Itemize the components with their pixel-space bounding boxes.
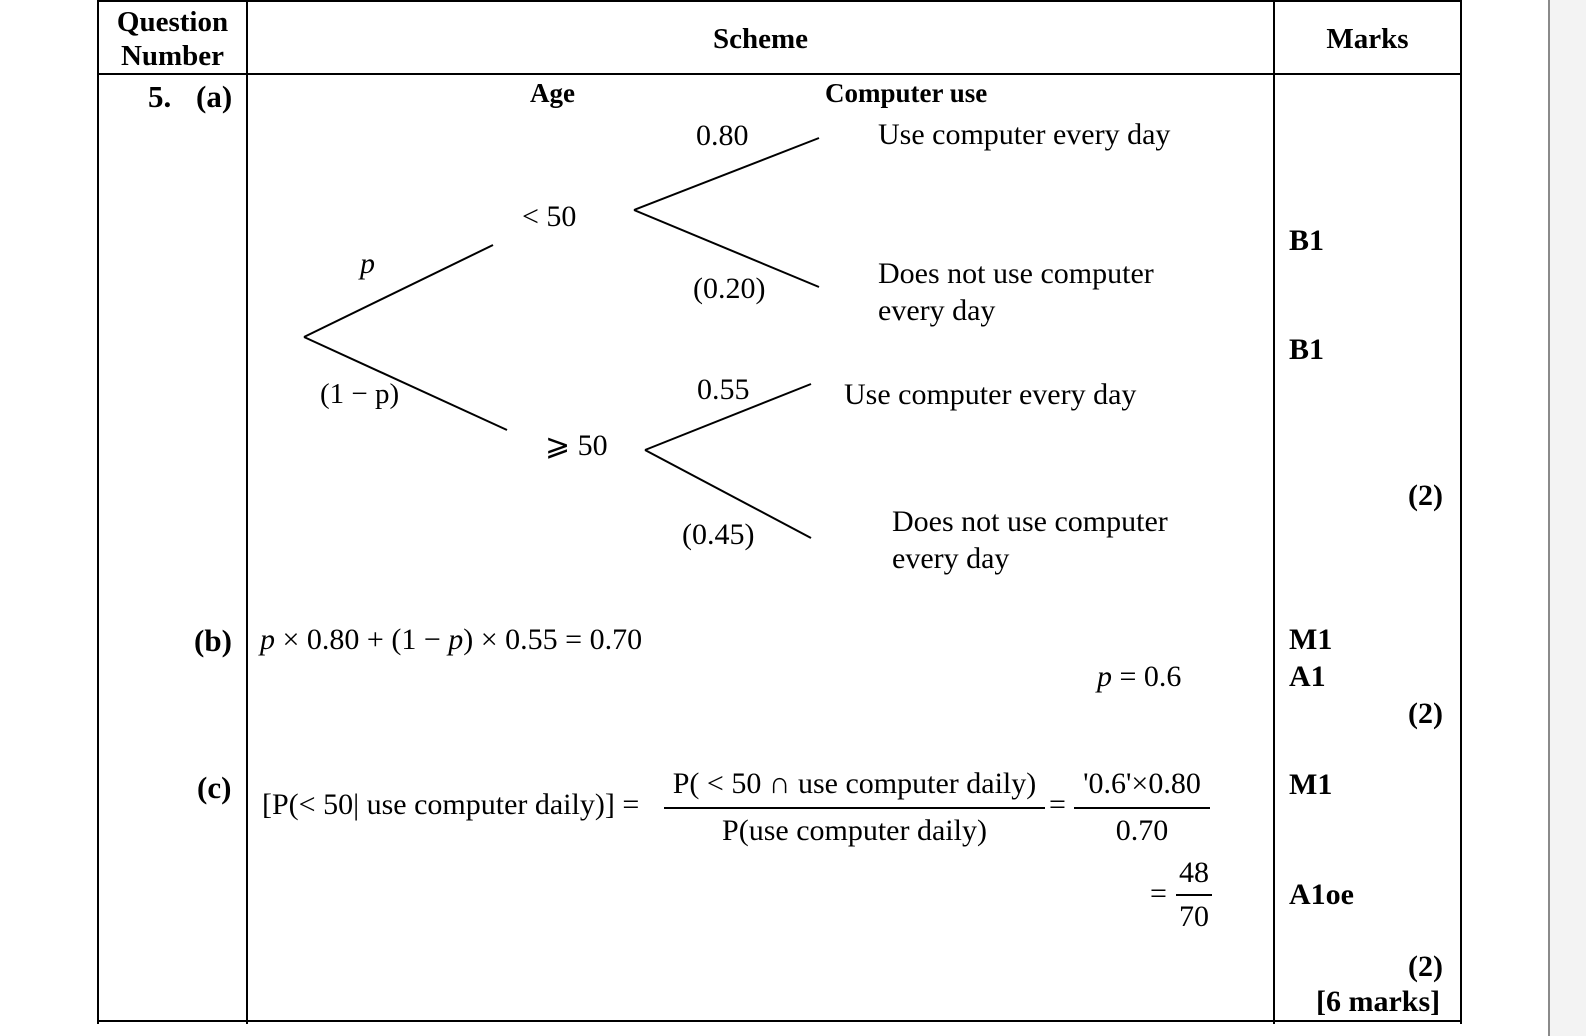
question-number: 5. xyxy=(148,79,172,114)
result-value: = 0.6 xyxy=(1112,660,1182,693)
outcome-not-ge50-line1: Does not use computer xyxy=(892,505,1168,538)
mark-b-total: (2) xyxy=(1408,697,1443,730)
mark-b-a1: A1 xyxy=(1289,660,1326,693)
equation-end: ) × 0.55 = 0.70 xyxy=(463,623,643,656)
frac2-bar xyxy=(1074,807,1210,809)
outcome-not-lt50-line2: every day xyxy=(878,294,996,327)
frac1-denominator: P(use computer daily) xyxy=(722,814,987,847)
outcome-use-lt50: Use computer every day xyxy=(878,118,1171,151)
tree-heading-age: Age xyxy=(530,78,575,108)
equation-middle: × 0.80 + (1 − xyxy=(275,623,449,656)
question-total-marks: [6 marks] xyxy=(1316,985,1441,1018)
prob-055-label: 0.55 xyxy=(697,373,750,406)
frac1-bar xyxy=(664,807,1045,809)
equals-sign-2: = xyxy=(1150,877,1167,910)
part-a-label: (a) xyxy=(196,79,233,114)
outcome-use-ge50: Use computer every day xyxy=(844,378,1137,411)
frac1-numerator: P( < 50 ∩ use computer daily) xyxy=(672,767,1037,800)
outcome-not-lt50-line1: Does not use computer xyxy=(878,257,1154,290)
header-scheme: Scheme xyxy=(712,23,809,55)
branch-p-label: p xyxy=(360,247,375,280)
node-lt50-label: < 50 xyxy=(522,200,577,233)
outcome-not-ge50-line2: every day xyxy=(892,542,1010,575)
equals-sign-1: = xyxy=(1049,788,1066,821)
frac3-bar xyxy=(1176,894,1212,896)
mark-c-total: (2) xyxy=(1408,950,1443,983)
mark-a-b1-first: B1 xyxy=(1289,224,1325,257)
part-c-label: (c) xyxy=(197,770,232,805)
prob-020-label: (0.20) xyxy=(693,272,766,305)
frac2-denominator: 0.70 xyxy=(1115,814,1169,847)
prob-080-label: 0.80 xyxy=(696,119,749,152)
mark-b-m1: M1 xyxy=(1289,623,1333,656)
part-b-result xyxy=(1097,660,1181,694)
mark-c-a1oe: A1oe xyxy=(1289,878,1354,911)
frac3-denominator: 70 xyxy=(1179,900,1209,933)
prob-045-label: (0.45) xyxy=(682,518,755,551)
branch-1mp-label: (1 − p) xyxy=(320,378,400,410)
result-var-p: p xyxy=(1097,660,1112,693)
part-b-equation xyxy=(260,623,642,657)
node-ge50-label: ⩾ 50 xyxy=(545,429,608,462)
branch-p-line xyxy=(304,245,493,337)
tree-heading-computer-use: Computer use xyxy=(825,78,988,108)
frac2-numerator: '0.6'×0.80 xyxy=(1083,767,1201,800)
mark-c-m1: M1 xyxy=(1289,768,1333,801)
frac3-numerator: 48 xyxy=(1179,856,1209,889)
part-b-label: (b) xyxy=(194,623,232,658)
mark-a-b1-second: B1 xyxy=(1289,333,1325,366)
equation-var-p2: p xyxy=(448,623,464,656)
mark-a-total: (2) xyxy=(1408,479,1443,512)
part-c-lhs: [P(< 50| use computer daily)] = xyxy=(262,788,640,821)
equation-var-p: p xyxy=(260,623,275,656)
header-marks: Marks xyxy=(1326,23,1409,55)
header-question-number: Question Number xyxy=(116,6,229,72)
